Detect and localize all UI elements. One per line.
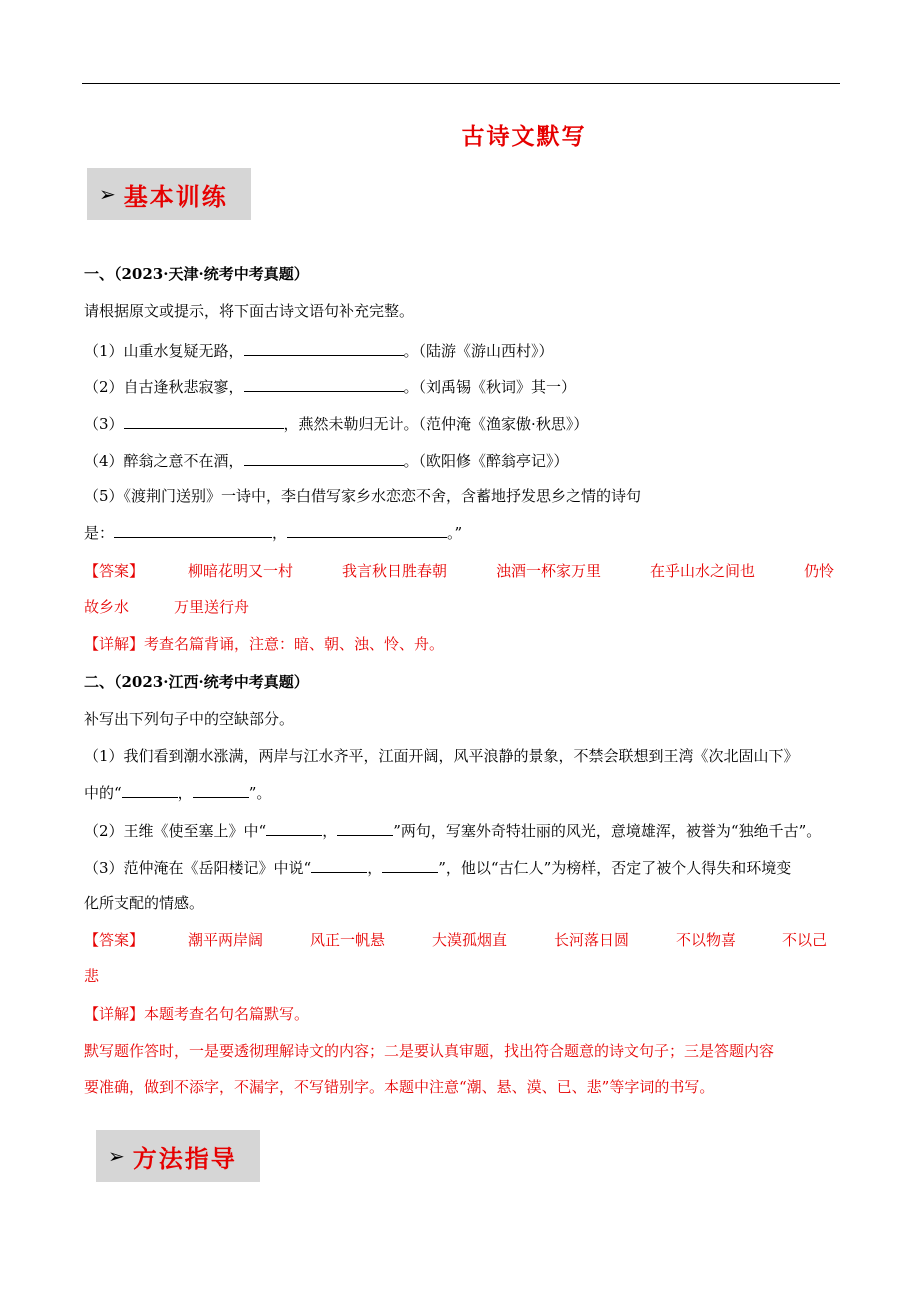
answer-blank[interactable]: [337, 820, 393, 836]
item-text: 。（刘禹锡《秋词》其一）: [403, 378, 577, 396]
answer-item: 浊酒一杯家万里: [496, 562, 602, 580]
question-1-item-2: [84, 376, 576, 397]
explain-text: 考查名篇背诵，注意：暗、朝、浊、怜、舟。: [144, 635, 445, 653]
answer-blank[interactable]: [382, 857, 438, 873]
answer-blank[interactable]: [244, 376, 404, 392]
answer-blank[interactable]: [311, 857, 367, 873]
question-1-answers-cont: [84, 597, 249, 617]
item-text: （2）自古逢秋悲寂寥，: [84, 378, 244, 396]
item-text: 中的“: [84, 784, 122, 802]
question-1-item-1: [84, 340, 554, 361]
answer-item: 柳暗花明又一村: [188, 562, 294, 580]
answer-item: 故乡水: [84, 598, 130, 616]
item-text: ，: [177, 784, 193, 802]
answer-item: 长河落日圆: [554, 931, 630, 949]
answer-item: 万里送行舟: [174, 598, 250, 616]
answer-blank[interactable]: [244, 340, 404, 356]
item-text: 。（陆游《游山西村》）: [403, 342, 554, 360]
answer-item: 在乎山水之间也: [650, 562, 756, 580]
question-2-item-1: （1）我们看到潮水涨满，两岸与江水齐平，江面开阔，风平浪静的景象，不禁会联想到王湾《次北固山下》: [84, 747, 799, 765]
item-text: （1）山重水复疑无路，: [84, 342, 244, 360]
item-text: ，: [367, 859, 383, 877]
header-rule: [82, 83, 840, 84]
item-text: （3）: [84, 415, 124, 433]
answer-item: 不以己: [782, 931, 828, 949]
question-1-instruction: 请根据原文或提示，将下面古诗文语句补充完整。: [84, 302, 415, 320]
page-title: 古诗文默写: [461, 123, 587, 150]
question-1-answers: [84, 561, 844, 581]
question-2-instruction: 补写出下列句子中的空缺部分。: [84, 710, 295, 728]
answer-item: 我言秋日胜春朝: [342, 562, 448, 580]
answer-blank[interactable]: [266, 820, 322, 836]
question-2-heading: 二、（2023·江西·统考中考真题）: [84, 673, 309, 691]
question-2-item-1-blanks: [84, 782, 271, 803]
question-2-answers: [84, 930, 844, 950]
question-1-explanation: [84, 634, 444, 654]
answer-item: 大漠孤烟直: [432, 931, 508, 949]
answer-item: 风正一帆悬: [310, 931, 386, 949]
answer-blank[interactable]: [124, 413, 284, 429]
section-basic-training: [87, 168, 251, 220]
question-2-item-3-cont: 化所支配的情感。: [84, 894, 205, 912]
question-1-item-5: （5）《渡荆门送别》一诗中，李白借写家乡水恋恋不舍，含蓄地抒发思乡之情的诗句: [84, 487, 642, 505]
item-text: ，: [322, 822, 338, 840]
explain-label: 【详解】: [84, 635, 145, 653]
item-text: ，: [272, 524, 288, 542]
answer-blank[interactable]: [287, 522, 447, 538]
answer-blank[interactable]: [114, 522, 272, 538]
section-method-guidance: [96, 1130, 260, 1182]
answer-label: 【答案】: [84, 931, 145, 949]
explain-label: 【详解】: [84, 1005, 145, 1023]
question-2-explanation: [84, 1004, 309, 1024]
item-text: ，燕然未勒归无计。（范仲淹《渔家傲·秋思》）: [283, 415, 589, 433]
item-text: ”两句，写塞外奇特壮丽的风光，意境雄浑，被誉为“独绝千古”。: [393, 822, 822, 840]
answer-item: 潮平两岸阔: [188, 931, 264, 949]
question-1-item-5-blanks: [84, 522, 462, 543]
explain-text: 本题考查名句名篇默写。: [144, 1005, 310, 1023]
item-text: 。（欧阳修《醉翁亭记》）: [403, 452, 569, 470]
arrow-bullet-icon: ➢: [108, 1144, 125, 1168]
question-1-item-3: [84, 413, 588, 434]
answer-blank[interactable]: [122, 782, 178, 798]
answer-item: 不以物喜: [676, 931, 737, 949]
question-2-note-line-1: 默写题作答时，一是要透彻理解诗文的内容；二是要认真审题，找出符合题意的诗文句子；三是答题内容: [84, 1042, 775, 1060]
answer-item: 仍怜: [804, 562, 835, 580]
item-text: ”。: [248, 784, 272, 802]
section-label: 方法指导: [132, 1143, 237, 1173]
item-text: 是：: [84, 524, 115, 542]
item-text: （2）王维《使至塞上》中“: [84, 822, 267, 840]
answer-blank[interactable]: [244, 450, 404, 466]
section-label: 基本训练: [123, 181, 228, 211]
answer-label: 【答案】: [84, 562, 145, 580]
question-2-item-3: [84, 857, 791, 878]
question-2-item-2: [84, 820, 821, 841]
answer-blank[interactable]: [193, 782, 249, 798]
item-text: ”，他以“古仁人”为榜样，否定了被个人得失和环境变: [438, 859, 792, 877]
question-2-answers-cont: 悲: [84, 967, 100, 985]
arrow-bullet-icon: ➢: [99, 182, 116, 206]
item-text: （3）范仲淹在《岳阳楼记》中说“: [84, 859, 312, 877]
question-1-heading: 一、（2023·天津·统考中考真题）: [84, 265, 309, 283]
question-1-item-4: [84, 450, 569, 471]
question-2-note-line-2: 要准确，做到不添字，不漏字，不写错别字。本题中注意“潮、悬、漠、已、悲”等字词的书写。: [84, 1078, 715, 1096]
item-text: （4）醉翁之意不在酒，: [84, 452, 244, 470]
item-text: 。”: [447, 524, 463, 542]
